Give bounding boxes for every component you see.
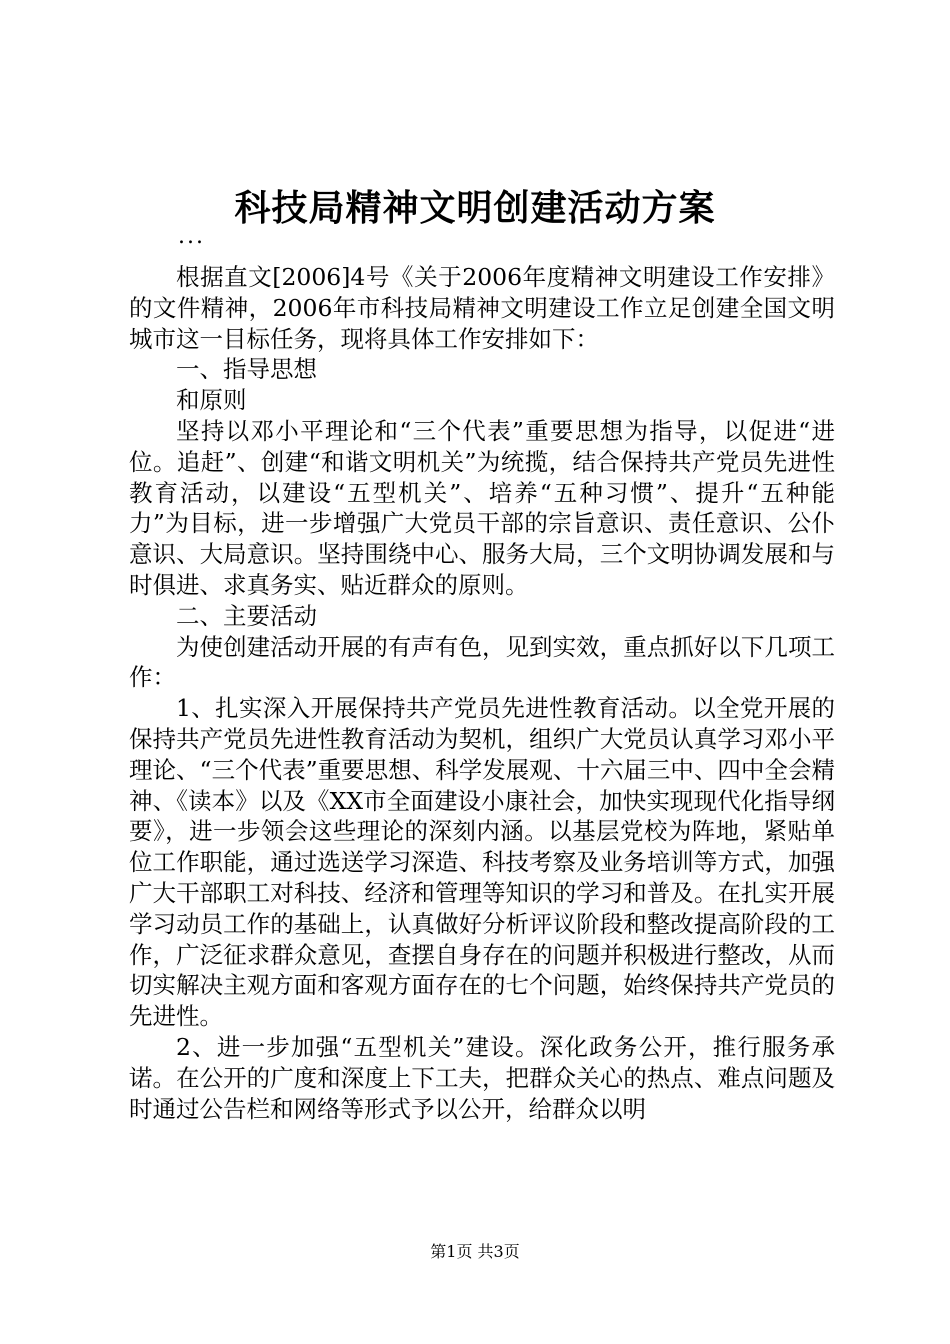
paragraph-intro: 根据直文[2006]4号《关于2006年度精神文明建设工作安排》的文件精神，2006年市科技局精神文明建设工作立足创建全国文明城市这一目标任务，现将具体工作安排如下： (129, 263, 835, 353)
page-indicator: 第1页 共3页 (430, 1242, 520, 1261)
paragraph-principles: 坚持以邓小平理论和“三个代表”重要思想为指导，以促进“进位。追赶”、创建“和谐文明机关”为统揽，结合保持共产党员先进性教育活动，以建设“五型机关”、培养“五种习惯”、提升“五种能力”为目标，进一步增强广大党员干部的宗旨意识、责任意识、公仆意识、大局意识。坚持围绕中心、服务大局，三个文明协调发展和与时俱进、求真务实、贴近群众的原则。 (129, 416, 835, 599)
paragraph-activity-2: 2、进一步加强“五型机关”建设。深化政务公开，推行服务承诺。在公开的广度和深度上下工夫，把群众关心的热点、难点问题及时通过公告栏和网络等形式予以公开，给群众以明 (129, 1032, 835, 1123)
ellipsis-mark: ... (178, 224, 205, 249)
paragraph-activity-1: 1、扎实深入开展保持共产党员先进性教育活动。以全党开展的保持共产党员先进性教育活动为契机，组织广大党员认真学习邓小平理论、“三个代表”重要思想、科学发展观、十六届三中、四中全会精神、《读本》以及《XX市全面建设小康社会，加快实现现代化指导纲要》，进一步领会这些理论的深刻内涵。以基层党校为阵地，紧贴单位工作职能，通过选送学习深造、科技考察及业务培训等方式，加强广大干部职工对科技、经济和管理等知识的学习和普及。在扎实开展学习动员工作的基础上，认真做好分析评议阶段和整改提高阶段的工作，广泛征求群众意见，查摆自身存在的问题并积极进行整改，从而切实解决主观方面和客观方面存在的七个问题，始终保持共产党员的先进性。 (129, 694, 835, 1031)
document-body (129, 262, 835, 1124)
heading-principles: 和原则 (176, 386, 247, 415)
paragraph-activities-intro: 为使创建活动开展的有声有色，见到实效，重点抓好以下几项工作： (129, 632, 835, 692)
document-title: 科技局精神文明创建活动方案 (234, 187, 716, 229)
heading-guiding-thought: 一、指导思想 (176, 355, 317, 384)
heading-main-activities: 二、主要活动 (176, 601, 317, 630)
